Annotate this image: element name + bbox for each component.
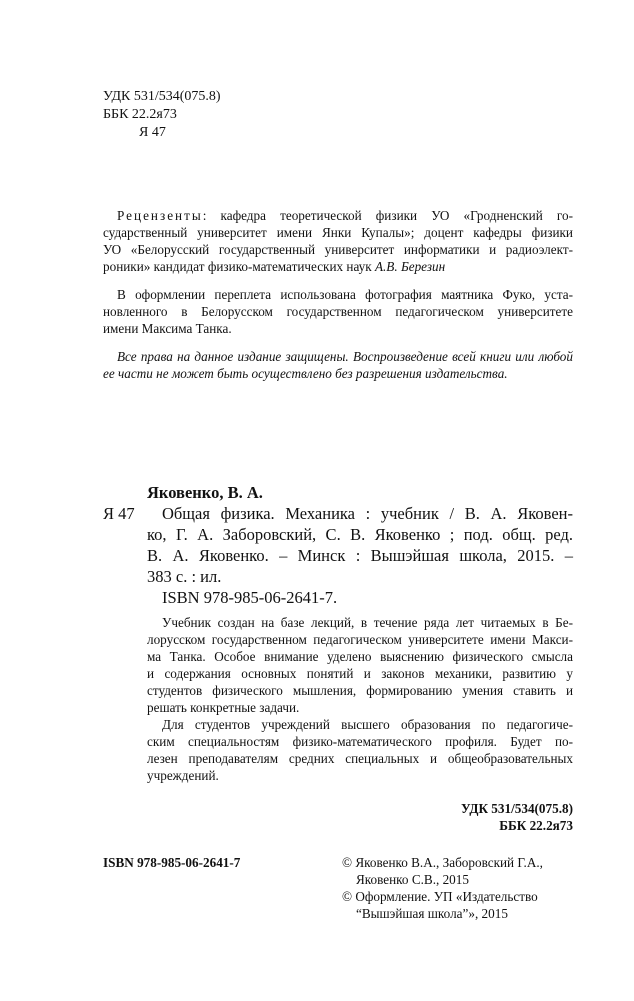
footer-bbk-code: ББК 22.2я73 <box>499 818 573 833</box>
copyright-design-line-2: “Вышэйшая школа”», 2015 <box>356 906 508 921</box>
reviewers-line-3: УО «Белорусский государственный университет информатики и радиоэлект- <box>103 242 573 257</box>
copyright-design-line-1: © Оформление. УП «Издательство <box>342 889 538 904</box>
annotation-p1-line-1: Учебник создан на базе лекций, в течение ряда лет читаемых в Бе- <box>162 615 573 630</box>
cover-note-line-1: В оформлении переплета использована фотография маятника Фуко, уста- <box>117 287 573 302</box>
catalog-isbn: ISBN 978-985-06-2641-7. <box>162 588 338 607</box>
catalog-mark: Я 47 <box>103 504 135 523</box>
catalog-entry <box>147 503 573 587</box>
annotation-p1-line-3: ма Танка. Особое внимание уделено выяснению физического смысла <box>147 649 573 664</box>
author-mark: Я 47 <box>139 125 166 140</box>
catalog-line-2: ко, Г. А. Заборовский, С. В. Яковенко ; под. общ. ред. <box>147 525 573 544</box>
annotation-p1-line-2: лорусском государственном педагогическом университете имени Макси- <box>147 632 573 647</box>
bbk-code: ББК 22.2я73 <box>103 107 177 122</box>
reviewers-label: Рецензенты <box>117 208 203 223</box>
rights-notice <box>103 348 573 382</box>
catalog-line-4: 383 с. : ил. <box>147 567 222 586</box>
cover-note-line-2: новленного в Белорусском государственном педагогическом университете <box>103 304 573 319</box>
annotation-p1-line-5: студентов физического мышления, формированию умения ставить и <box>147 683 573 698</box>
reviewers-line-2: сударственный университет имени Янки Купалы»; доцент кафедры физики <box>103 225 573 240</box>
annotation-p1-line-4: и содержания основных понятий и законов механики, развитию у <box>147 666 573 681</box>
annotation-p2-line-4: учреждений. <box>147 768 219 783</box>
reviewers-line-4: роники» кандидат физико-математических наук А.В. Березин <box>103 259 446 274</box>
copyright-authors-line-2: Яковенко С.В., 2015 <box>356 872 469 887</box>
catalog-line-1: Общая физика. Механика : учебник / В. А. Яковен- <box>162 504 573 523</box>
annotation-p1-line-6: решать конкретные задачи. <box>147 700 300 715</box>
reviewer-name: А.В. Березин <box>374 259 446 274</box>
rights-line-1: Все права на данное издание защищены. Воспроизведение всей книги или любой <box>117 349 573 364</box>
footer-udk-code: УДК 531/534(075.8) <box>461 801 573 816</box>
footer-isbn: ISBN 978-985-06-2641-7 <box>103 855 241 870</box>
annotation-p2-line-2: ским специальностям физико-математического профиля. Будет по- <box>147 734 573 749</box>
cover-note-line-3: имени Максима Танка. <box>103 321 232 336</box>
udk-code: УДК 531/534(075.8) <box>103 89 221 104</box>
copyright-authors-line-1: © Яковенко В.А., Заборовский Г.А., <box>342 855 543 870</box>
reviewers-block <box>103 207 573 275</box>
cover-note <box>103 286 573 337</box>
catalog-heading: Яковенко, В. А. <box>147 483 263 502</box>
rights-line-2: ее части не может быть осуществлено без разрешения издательства. <box>103 366 508 381</box>
annotation <box>147 614 573 784</box>
annotation-p2-line-3: лезен преподавателям средних специальных и общеобразовательных <box>147 751 573 766</box>
annotation-p2-line-1: Для студентов учреждений высшего образования по педагогиче- <box>162 717 573 732</box>
catalog-line-3: В. А. Яковенко. – Минск : Вышэйшая школа, 2015. – <box>147 546 573 565</box>
copyright-block <box>342 854 543 922</box>
reviewers-line-1: Рецензенты: кафедра теоретической физики УО «Гродненский го- <box>103 207 573 224</box>
